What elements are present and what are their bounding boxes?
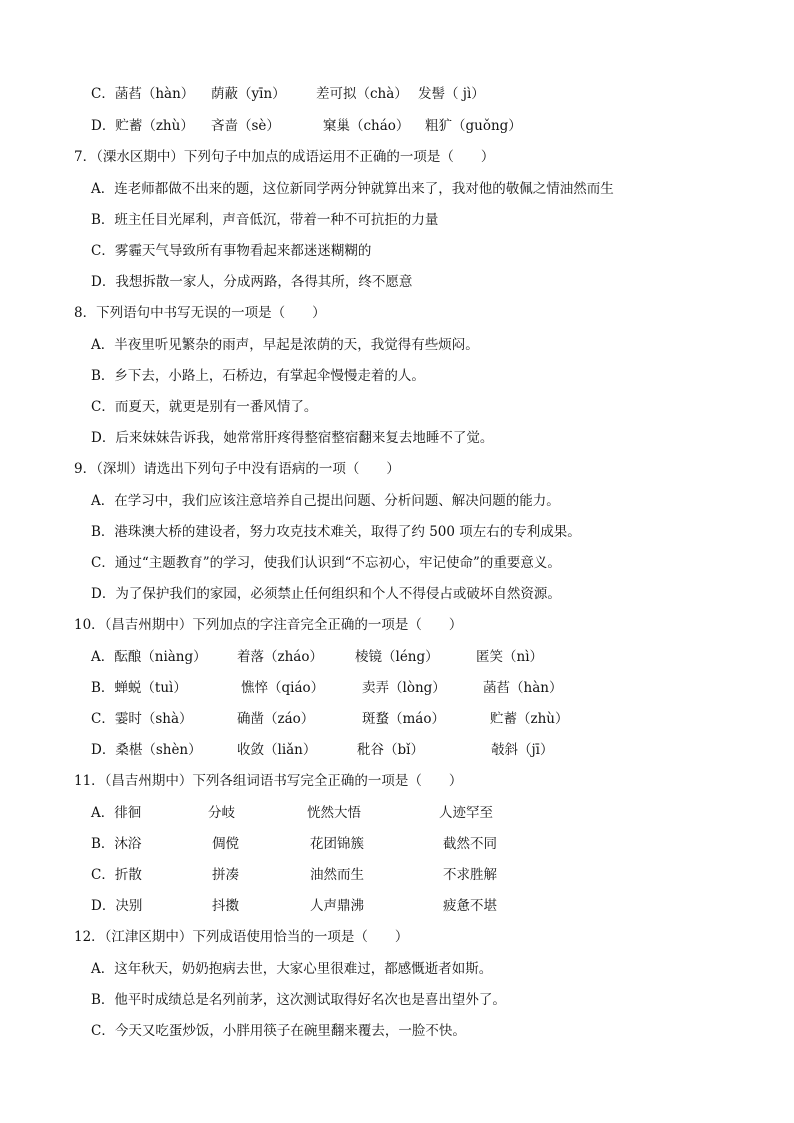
option-cell: 收敛（liǎn） [237, 742, 317, 758]
option-cell: 棱镜（léng） [355, 649, 439, 665]
option-cell: 荫蔽（yīn） [211, 86, 286, 102]
option-cell: 斑蝥（máo） [362, 711, 445, 727]
option-cell: 发髻（ jì） [418, 86, 485, 102]
option-cell: D．贮蓄（zhù） [91, 118, 194, 134]
option-line: B．港珠澳大桥的建设者，努力攻克技术难关，取得了约 500 项左右的专利成果。 [91, 524, 581, 540]
option-cell: D．决别 [91, 898, 143, 914]
option-cell: 不求胜解 [443, 867, 497, 883]
option-line: A．这年秋天，奶奶抱病去世，大家心里很难过，都感慨逝者如斯。 [91, 961, 493, 977]
option-line: D．为了保护我们的家园，必须禁止任何组织和个人不得侵占或破坏自然资源。 [91, 586, 561, 602]
option-cell: A．酝酿（niàng） [91, 649, 207, 665]
option-cell: 憔悴（qiáo） [241, 680, 325, 696]
option-cell: 差可拟（chà） [316, 86, 408, 102]
option-cell: 菡萏（hàn） [483, 680, 563, 696]
option-cell: 确凿（záo） [237, 711, 315, 727]
option-line: C．雾霾天气导致所有事物看起来都迷迷糊糊的 [91, 243, 372, 259]
option-line: D．我想拆散一家人，分成两路，各得其所，终不愿意 [91, 274, 413, 290]
question-stem: 10．（昌吉州期中）下列加点的字注音完全正确的一项是（ ） [74, 617, 463, 633]
option-cell: 粗犷（guǒng） [425, 118, 522, 134]
option-cell: 花团锦簇 [310, 836, 364, 852]
option-cell: 秕谷（bǐ） [357, 742, 424, 758]
question-stem: 12．（江津区期中）下列成语使用恰当的一项是（ ） [74, 929, 409, 945]
option-cell: 分岐 [208, 805, 235, 821]
option-line: A．半夜里听见繁杂的雨声，早起是浓荫的天，我觉得有些烦闷。 [91, 337, 479, 353]
option-cell: 抖擞 [212, 898, 239, 914]
option-line: B．乡下去，小路上，石桥边，有掌起伞慢慢走着的人。 [91, 368, 425, 384]
option-line: A．连老师都做不出来的题，这位新同学两分钟就算出来了，我对他的敬佩之情油然而生 [91, 181, 614, 197]
option-cell: B．蝉蜕（tuì） [91, 680, 187, 696]
option-line: C．今天又吃蛋炒饭，小胖用筷子在碗里翻来覆去，一脸不快。 [91, 1023, 466, 1039]
option-cell: 人迹罕至 [439, 805, 493, 821]
option-line: B．他平时成绩总是名列前茅，这次测试取得好名次也是喜出望外了。 [91, 992, 506, 1008]
option-cell: A．徘徊 [91, 805, 142, 821]
option-cell: 着落（zháo） [237, 649, 323, 665]
option-cell: 疲惫不堪 [443, 898, 497, 914]
option-line: C．通过“主题教育”的学习，使我们认识到“不忘初心，牢记使命”的重要意义。 [91, 555, 561, 571]
question-stem: 7．（溧水区期中）下列句子中加点的成语运用不正确的一项是（ ） [74, 149, 495, 165]
option-line: C．而夏天，就更是别有一番风情了。 [91, 399, 318, 415]
option-cell: 贮蓄（zhù） [490, 711, 569, 727]
option-cell: 卖弄（lòng） [362, 680, 446, 696]
question-stem: 11．（昌吉州期中）下列各组词语书写完全正确的一项是（ ） [74, 773, 463, 789]
option-line: B．班主任目光犀利，声音低沉，带着一种不可抗拒的力量 [91, 212, 439, 228]
option-cell: 吝啬（sè） [211, 118, 280, 134]
option-cell: 倜傥 [212, 836, 239, 852]
question-stem: 9．（深圳）请选出下列句子中没有语病的一项（ ） [74, 461, 400, 477]
option-cell: 油然而生 [310, 867, 364, 883]
option-cell: D．桑椹（shèn） [91, 742, 202, 758]
option-cell: C．霎时（shà） [91, 711, 193, 727]
option-cell: 恍然大悟 [307, 805, 361, 821]
option-cell: 窠巢（cháo） [323, 118, 410, 134]
option-cell: 人声鼎沸 [310, 898, 364, 914]
option-cell: 匿笑（nì） [476, 649, 544, 665]
option-line: A．在学习中，我们应该注意培养自己提出问题、分析问题、解决问题的能力。 [91, 493, 560, 509]
option-cell: C．菡萏（hàn） [91, 86, 195, 102]
option-cell: B．沐浴 [91, 836, 142, 852]
option-cell: 攲斜（jī） [491, 742, 554, 758]
option-cell: 拼凑 [212, 867, 239, 883]
option-cell: C．折散 [91, 867, 142, 883]
option-line: D．后来妹妹告诉我，她常常肝疼得整宿整宿翻来复去地睡不了觉。 [91, 430, 494, 446]
question-stem: 8．下列语句中书写无误的一项是（ ） [74, 305, 326, 321]
option-cell: 截然不同 [443, 836, 497, 852]
